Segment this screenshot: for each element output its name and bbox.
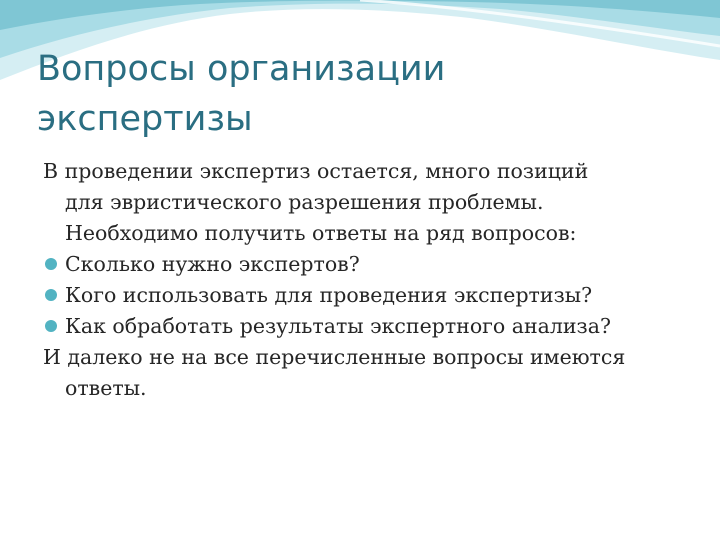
intro-line: В проведении экспертиз остается, много позиций: [43, 159, 589, 183]
bullet-item: [43, 311, 693, 342]
bullet-text: Сколько нужно экспертов?: [65, 252, 360, 276]
slide-title: [37, 44, 657, 144]
intro-paragraph: [43, 156, 693, 249]
closing-line: И далеко не на все перечисленные вопросы имеются: [43, 345, 626, 369]
bullet-item: [43, 249, 693, 280]
bullet-dot-icon: [45, 258, 57, 270]
closing-line: ответы.: [65, 376, 147, 400]
slide-body: [43, 156, 693, 404]
title-line: экспертизы: [37, 99, 253, 139]
bullet-dot-icon: [45, 289, 57, 301]
bullet-dot-icon: [45, 320, 57, 332]
bullet-text: Кого использовать для проведения экспертизы?: [65, 283, 593, 307]
bullet-item: [43, 280, 693, 311]
intro-line: для эвристического разрешения проблемы.: [65, 190, 544, 214]
closing-paragraph: [43, 342, 693, 404]
bullet-text: Как обработать результаты экспертного анализа?: [65, 314, 611, 338]
title-line: Вопросы организации: [37, 49, 446, 89]
intro-line: Необходимо получить ответы на ряд вопросов:: [65, 221, 577, 245]
